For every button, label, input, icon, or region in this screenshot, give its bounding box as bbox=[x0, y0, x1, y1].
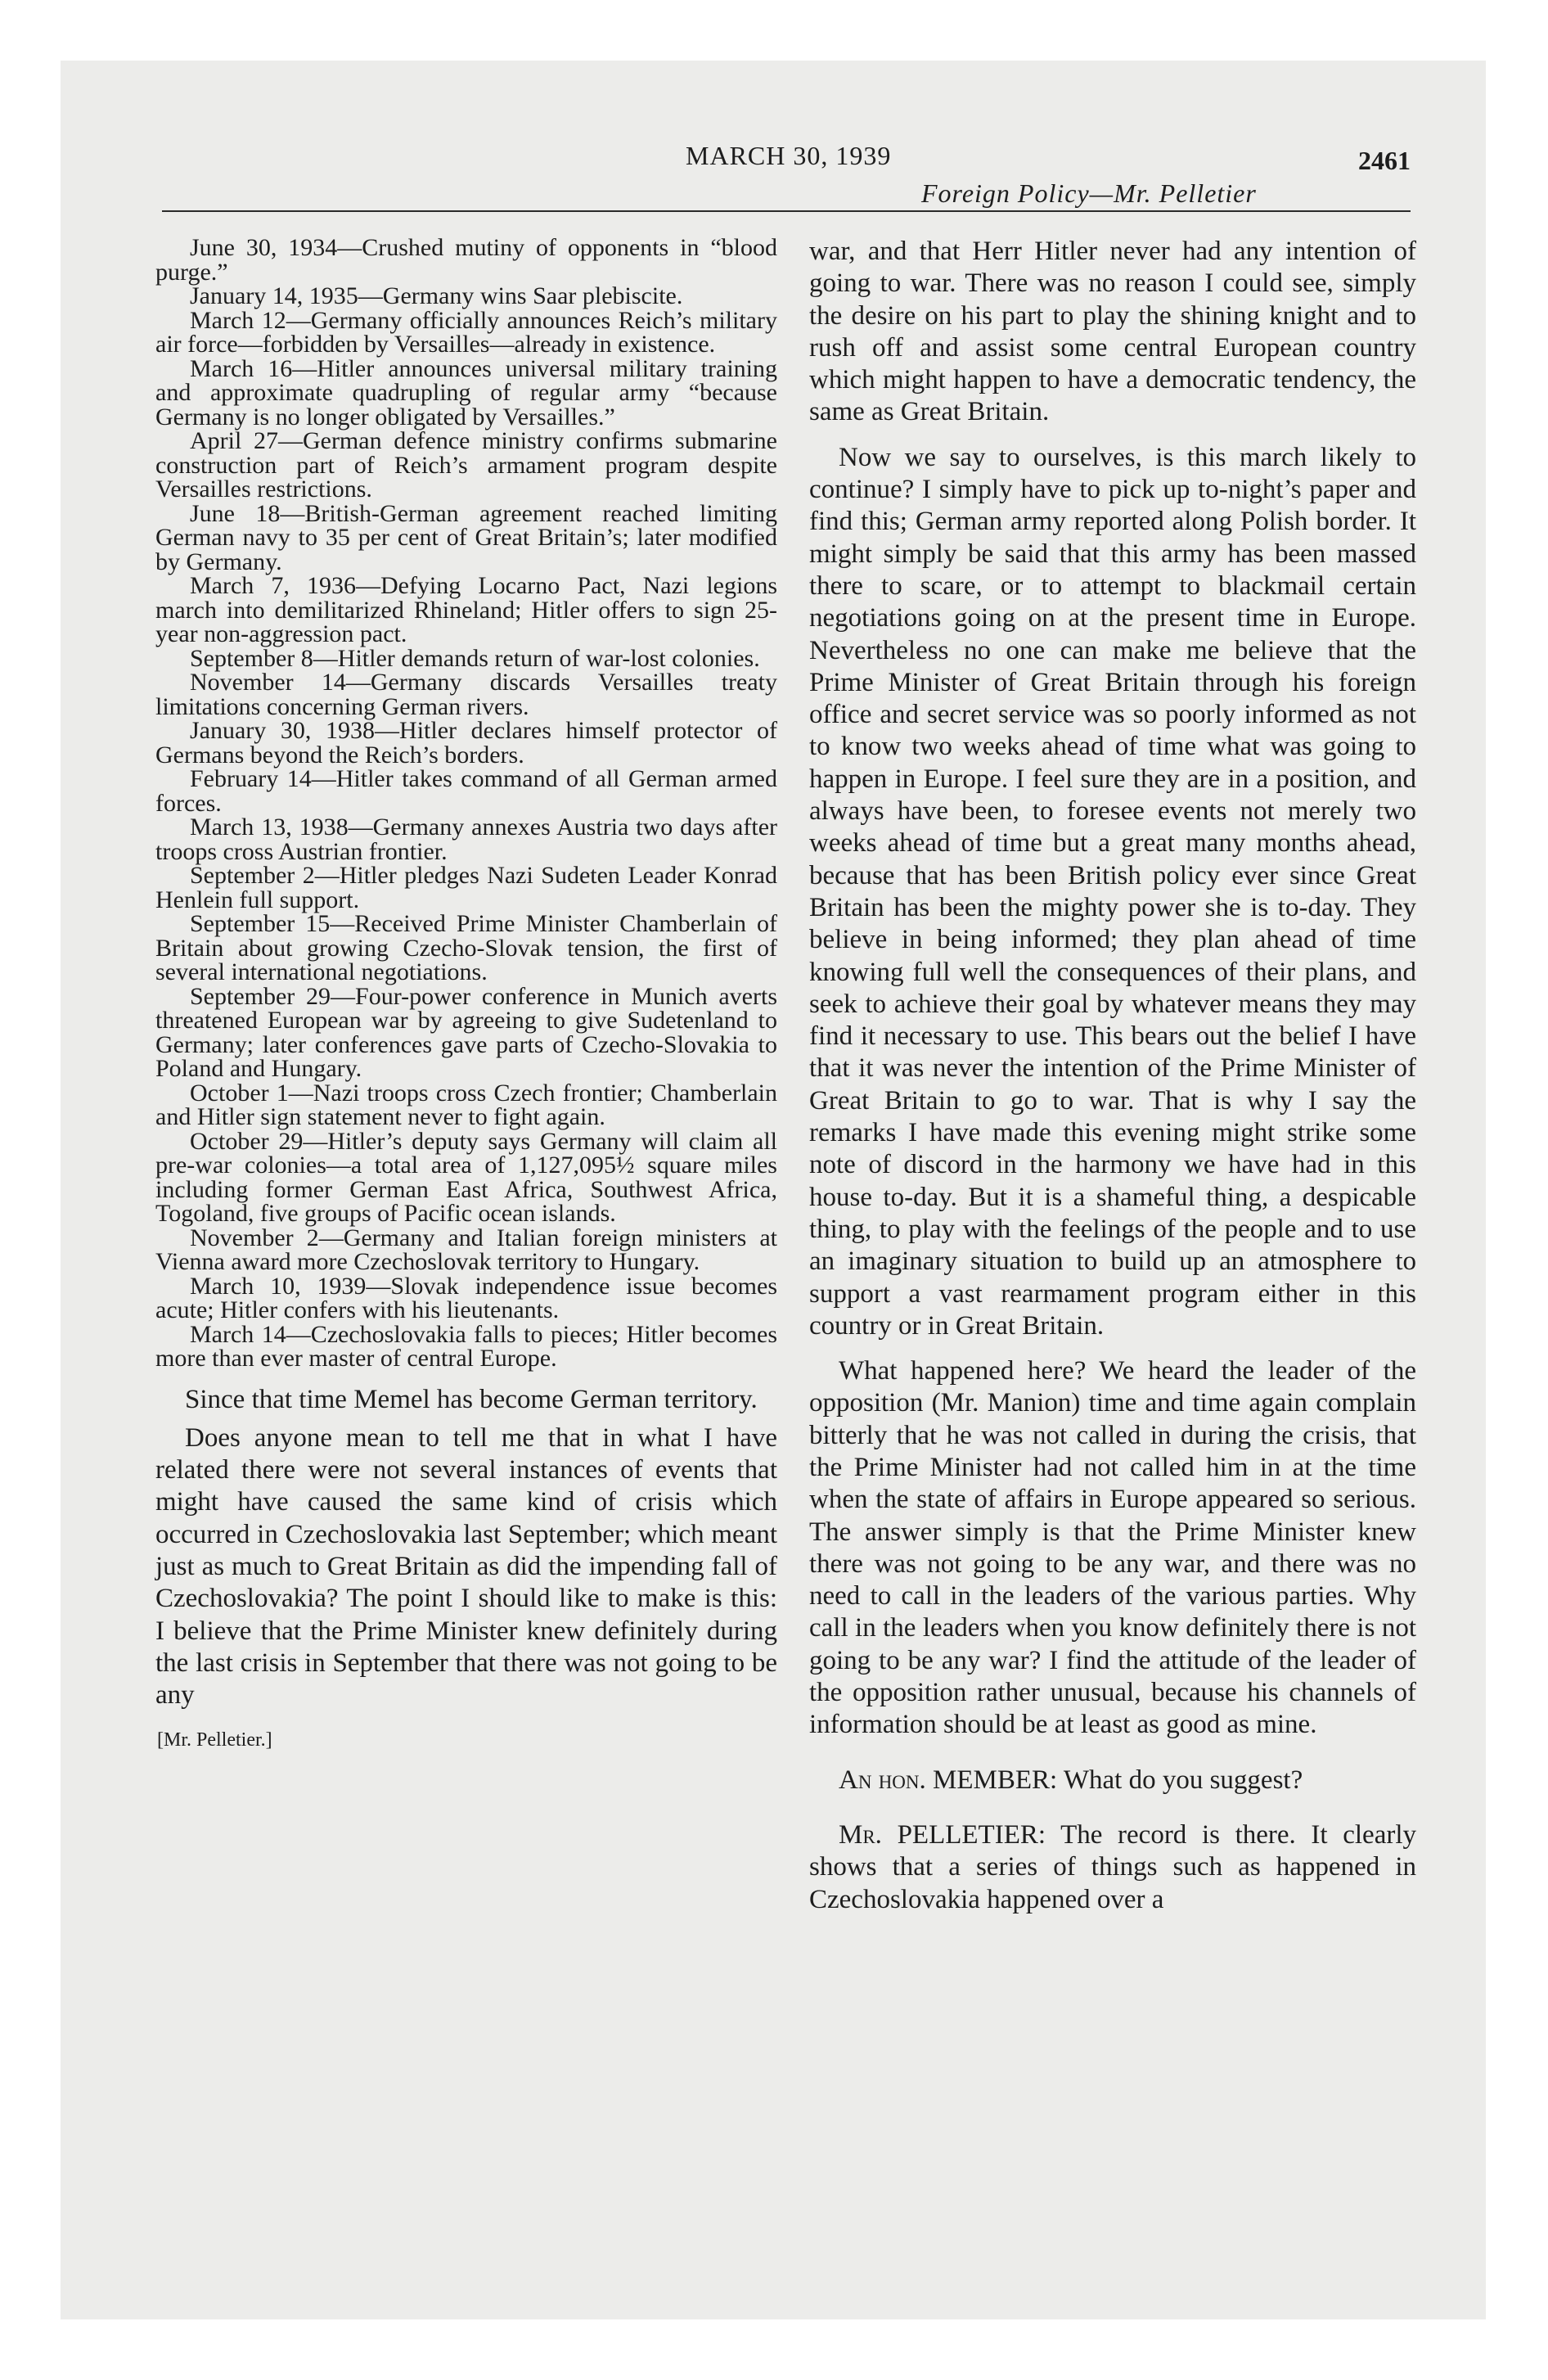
body-paragraph: Does anyone mean to tell me that in what I have related there were not several instances of events that might have caused the same kind of crisis which occurred in Czechoslovakia last September; which meant just as much to Great Britain as did the impending fall of Czechoslovakia? The point I should like to make is this: I believe that the Prime Minister knew definitely during the last crisis in September that there was not going to be any bbox=[155, 1422, 777, 1711]
chronology-entry: October 1—Nazi troops cross Czech frontier; Chamberlain and Hitler sign statement never to fight again. bbox=[155, 1079, 777, 1130]
header-section-title: Foreign Policy—Mr. Pelletier bbox=[921, 178, 1257, 208]
speech-exchange bbox=[809, 1765, 1416, 1796]
chronology-entry: April 27—German defence ministry confirms submarine construction part of Reich’s armament program despite Versailles restrictions. bbox=[155, 427, 777, 503]
chronology-entry: September 29—Four-power conference in Munich averts threatened European war by agreeing to give Sudetenland to Germany; later conferences gave parts of Czecho-Slovakia to Poland and Hungary. bbox=[155, 982, 777, 1082]
footer-speaker-tag: [Mr. Pelletier.] bbox=[157, 1729, 272, 1751]
chronology-entry: September 15—Received Prime Minister Chamberlain of Britain about growing Czecho-Slovak tension, the first of several international negotiations. bbox=[155, 910, 777, 985]
body-paragraph: Now we say to ourselves, is this march likely to continue? I simply have to pick up to-night’s paper and find this; German army reported along Polish border. It might simply be said that this army has been massed there to scare, or to attempt to blackmail certain negotiations going on at the present time in Europe. Nevertheless no one can make me believe that the Prime Minister of Great Britain through his foreign office and secret service was so poorly informed as not to know two weeks ahead of time what was going to happen in Europe. I feel sure they are in a position, and always have been, to foresee events not merely two weeks ahead of time but a great many months ahead, because that has been British policy ever since Great Britain has been the mighty power she is to-day. They believe in being informed; they plan ahead of time knowing full well the consequences of their plans, and seek to achieve their goal by whatever means they may find it necessary to use. This bears out the belief I have that it was never the intention of the Prime Minister of Great Britain to go to war. That is why I say the remarks I have made this evening might strike some note of discord in the harmony we have had in this house to-day. But it is a shameful thing, a despicable thing, to play with the feelings of the people and to use an imaginary situation to build up an atmosphere to support a vast rearmament program either in this country or in Great Britain. bbox=[809, 442, 1416, 1341]
speaker-name: An hon. MEMBER: bbox=[839, 1765, 1058, 1795]
chronology-entry: October 29—Hitler’s deputy says Germany will claim all pre-war colonies—a total area of 1,127,095½ square miles including former German East Africa, Southwest Africa, Togoland, five groups of Pacific ocean islands. bbox=[155, 1127, 777, 1227]
chronology-entry: November 14—Germany discards Versailles treaty limitations concerning German rivers. bbox=[155, 669, 777, 720]
speech-text: The record is there. It clearly shows that a series of things such as happened in Czechoslovakia happened over a bbox=[809, 1819, 1417, 1914]
header-date: MARCH 30, 1939 bbox=[686, 141, 892, 170]
chronology-entry: March 16—Hitler announces universal military training and approximate quadrupling of regular army “because Germany is no longer obligated by Versailles.” bbox=[155, 354, 777, 430]
chronology-entry: March 10, 1939—Slovak independence issue becomes acute; Hitler confers with his lieutenants. bbox=[155, 1272, 777, 1323]
chronology-entry: February 14—Hitler takes command of all German armed forces. bbox=[155, 765, 777, 817]
speech-text: What do you suggest? bbox=[1063, 1765, 1303, 1795]
chronology-entry: June 18—British-German agreement reached limiting German navy to 35 per cent of Great Britain’s; later modified by Germany. bbox=[155, 499, 777, 575]
chronology-entry: September 2—Hitler pledges Nazi Sudeten Leader Konrad Henlein full support. bbox=[155, 862, 777, 913]
body-paragraph: war, and that Herr Hitler never had any intention of going to war. There was no reason I could see, simply the desire on his part to play the shining knight and to rush off and assist some central European country which might happen to have a democratic tendency, the same as Great Britain. bbox=[809, 237, 1416, 427]
chronology-entry: January 30, 1938—Hitler declares himself protector of Germans beyond the Reich’s borders. bbox=[155, 717, 777, 769]
chronology-entry: November 2—Germany and Italian foreign ministers at Vienna award more Czechoslovak territory to Hungary. bbox=[155, 1224, 777, 1275]
chronology-entry: June 30, 1934—Crushed mutiny of opponents in “blood purge.” bbox=[155, 234, 777, 286]
chronology-entry: March 14—Czechoslovakia falls to pieces; Hitler becomes more than ever master of central Europe. bbox=[155, 1320, 777, 1372]
body-paragraph: What happened here? We heard the leader of the opposition (Mr. Manion) time and time again complain bitterly that he was not called in during the crisis, that the Prime Minister had not called him in at the time when the state of affairs in Europe appeared so serious. The answer simply is that the Prime Minister knew there was not going to be any war, and there was no need to call in the leaders of the various parties. Why call in the leaders when you know definitely there is not going to be any war? I find the attitude of the leader of the opposition rather unusual, because his channels of information should be at least as good as mine. bbox=[809, 1356, 1416, 1740]
header-rule bbox=[162, 210, 1411, 212]
speech-exchange bbox=[809, 1819, 1416, 1916]
body-paragraph: Since that time Memel has become German territory. bbox=[185, 1384, 758, 1414]
right-column bbox=[809, 236, 1416, 1916]
chronology-entry: March 12—Germany officially announces Reich’s military air force—forbidden by Versailles—already in existence. bbox=[155, 306, 777, 358]
chronology-entry: September 8—Hitler demands return of war-lost colonies. bbox=[190, 644, 760, 672]
page-number: 2461 bbox=[1358, 146, 1411, 175]
speaker-name: Mr. PELLETIER: bbox=[839, 1819, 1046, 1850]
left-column bbox=[155, 236, 777, 1751]
chronology-entry: January 14, 1935—Germany wins Saar plebiscite. bbox=[190, 282, 683, 309]
chronology-list bbox=[155, 236, 777, 1371]
chronology-entry: March 7, 1936—Defying Locarno Pact, Nazi legions march into demilitarized Rhineland; Hitler offers to sign 25-year non-aggression pact. bbox=[155, 572, 777, 647]
chronology-entry: March 13, 1938—Germany annexes Austria two days after troops cross Austrian frontier. bbox=[155, 814, 777, 865]
